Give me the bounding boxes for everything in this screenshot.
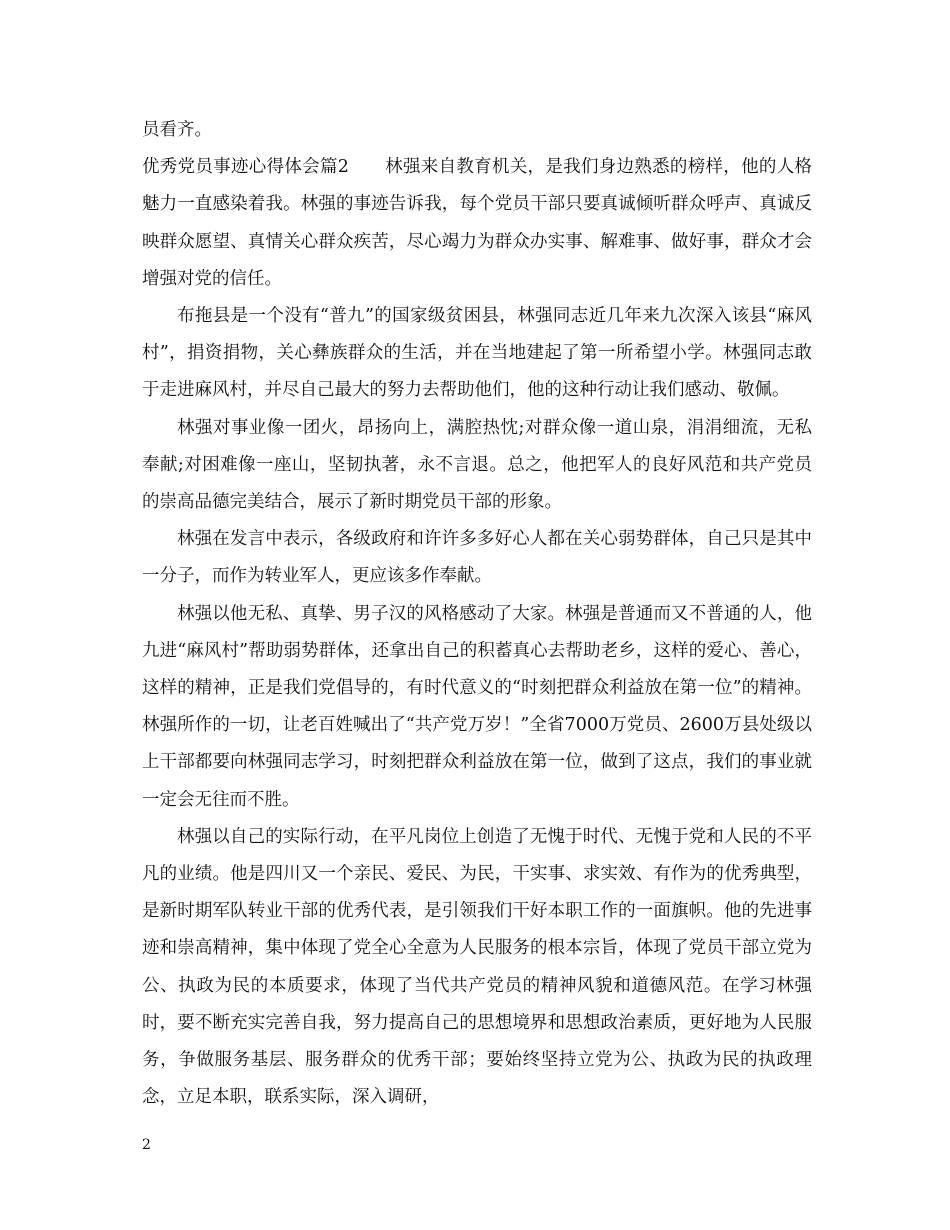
body-paragraph-1: 布拖县是一个没有“普九”的国家级贫困县，林强同志近几年来九次深入该县“麻风村”，捐资捐物，关心彝族群众的生活，并在当地建起了第一所希望小学。林强同志敢于走进麻风村，并尽自己最大的努力去帮助他们，他的这种行动让我们感动、敬佩。 — [142, 306, 812, 401]
page-number: 2 — [142, 1137, 151, 1153]
body-paragraph-3: 林强在发言中表示，各级政府和许许多多好心人都在关心弱势群体，自己只是其中一分子，而作为转业军人，更应该多作奉献。 — [142, 529, 812, 587]
lead-line: 员看齐。 — [142, 120, 212, 140]
section-heading: 优秀党员事迹心得体会篇2 — [142, 157, 349, 178]
body-paragraph-4: 林强以他无私、真挚、男子汉的风格感动了大家。林强是普通而又不普通的人，他九进“麻风村”帮助弱势群体，还拿出自己的积蓄真心去帮助老乡，这样的爱心、善心，这样的精神，正是我们党倡导的，有时代意义的“时刻把群众利益放在第一位”的精神。林强所作的一切，让老百姓喊出了“共产党万岁！”全省7000万党员、2600万县处级以上干部都要向林强同志学习，时刻把群众利益放在第一位，做到了这点，我们的事业就一定会无往而不胜。 — [142, 603, 812, 810]
body-paragraph-5: 林强以自己的实际行动，在平凡岗位上创造了无愧于时代、无愧于党和人民的不平凡的业绩。他是四川又一个亲民、爱民、为民，干实事、求实效、有作为的优秀典型，是新时期军队转业干部的优秀代表，是引领我们干好本职工作的一面旗帜。他的先进事迹和崇高精神，集中体现了党全心全意为人民服务的根本宗旨，体现了党员干部立党为公、执政为民的本质要求，体现了当代共产党员的精神风貌和道德风范。在学习林强时，要不断充实完善自我，努力提高自己的思想境界和思想政治素质，更好地为人民服务，争做服务基层、服务群众的优秀干部；要始终坚持立党为公、执政为民的执政理念，立足本职，联系实际，深入调研， — [142, 826, 812, 1108]
section-paragraph — [142, 149, 812, 298]
section-intro: 林强来自教育机关，是我们身边熟悉的榜样，他的人格魅力一直感染着我。林强的事迹告诉我，每个党员干部只要真诚倾听群众呼声、真诚反映群众愿望、真情关心群众疾苦，尽心竭力为群众办实事、解难事、做好事，群众才会增强对党的信任。 — [142, 157, 812, 289]
body-paragraph-2: 林强对事业像一团火，昂扬向上，满腔热忱;对群众像一道山泉，涓涓细流，无私奉献;对困难像一座山，坚韧执著，永不言退。总之，他把军人的良好风范和共产党员的崇高品德完美结合，展示了新时期党员干部的形象。 — [142, 417, 812, 513]
document-body — [142, 112, 812, 1116]
